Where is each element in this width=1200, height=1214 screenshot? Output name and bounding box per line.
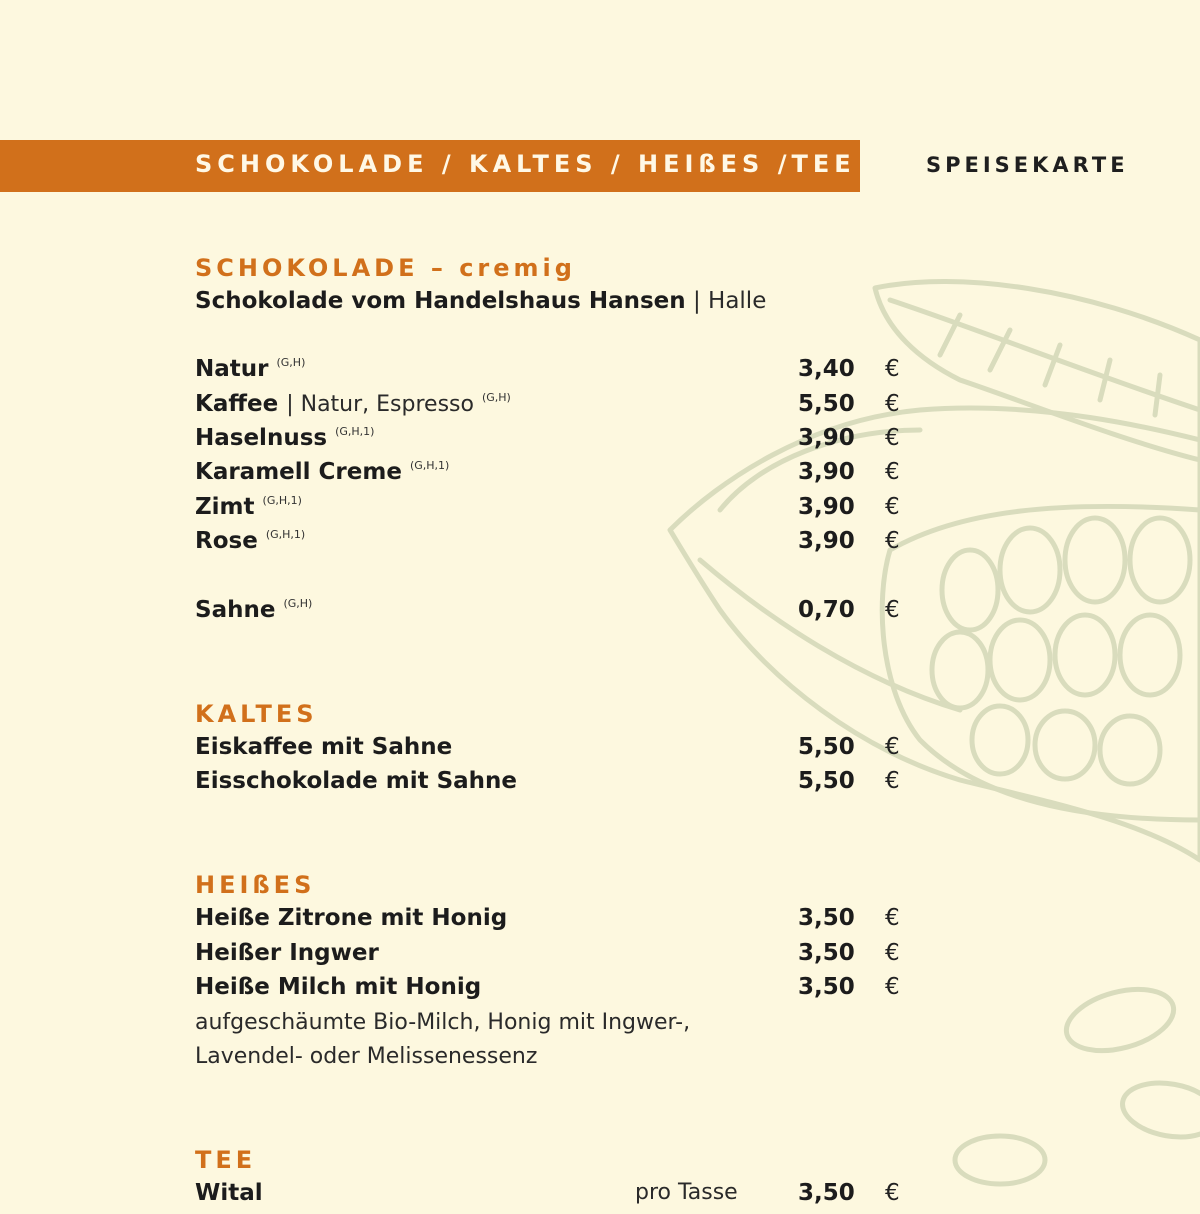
menu-item: [195, 597, 915, 631]
item-price: 3,50: [798, 905, 855, 931]
item-price: 3,50: [798, 974, 855, 1000]
item-name: Heiße Milch mit Honig: [195, 974, 482, 1000]
item-description-line: Lavendel- oder Melissenessenz: [195, 1044, 538, 1069]
item-name: Karamell Creme: [195, 459, 402, 485]
item-price: 3,90: [798, 528, 855, 554]
item-currency: €: [885, 734, 900, 760]
item-name: Kaffee: [195, 391, 279, 417]
item-allergens: (G,H): [276, 356, 306, 369]
section-title-schokolade: SCHOKOLADE – cremig: [195, 254, 576, 282]
item-allergens: (G,H,1): [409, 459, 450, 472]
item-price: 5,50: [798, 734, 855, 760]
item-allergens: (G,H,1): [265, 528, 306, 541]
item-allergens: (G,H): [481, 391, 511, 404]
menu-item: [195, 391, 915, 425]
item-price: 5,50: [798, 391, 855, 417]
item-allergens: (G,H,1): [262, 494, 302, 507]
item-price: 3,90: [798, 494, 855, 520]
menu-item: [195, 940, 915, 974]
item-allergens: (G,H): [283, 597, 313, 610]
menu-item: [195, 528, 915, 562]
item-currency: €: [885, 940, 900, 966]
item-currency: €: [885, 425, 900, 451]
item-currency: €: [885, 905, 900, 931]
item-name: Natur: [195, 356, 269, 382]
item-unit: pro Tasse: [635, 1180, 738, 1205]
item-name: Sahne: [195, 597, 276, 623]
item-name: Wital: [195, 1180, 263, 1206]
item-name: Rose: [195, 528, 258, 554]
item-currency: €: [885, 768, 900, 794]
item-name: Heißer Ingwer: [195, 940, 379, 966]
item-price: 3,50: [798, 940, 855, 966]
section-title-heisses: HEIßES: [195, 871, 316, 899]
item-currency: €: [885, 974, 900, 1000]
menu-item: [195, 1180, 915, 1214]
schokolade-subtitle: [195, 288, 766, 314]
item-price: 5,50: [798, 768, 855, 794]
section-title-kaltes: KALTES: [195, 700, 318, 728]
item-price: 3,50: [798, 1180, 855, 1206]
item-price: 3,90: [798, 425, 855, 451]
item-price: 3,40: [798, 356, 855, 382]
menu-item: [195, 734, 915, 768]
menu-item: [195, 768, 915, 802]
item-name: Zimt: [195, 494, 255, 520]
item-price: 0,70: [798, 597, 855, 623]
item-allergens: (G,H,1): [335, 425, 375, 438]
menu-item: [195, 459, 915, 493]
menu-item: [195, 356, 915, 390]
banner-title: SCHOKOLADE / KALTES / HEIßES /TEE: [195, 150, 856, 178]
item-name: Heiße Zitrone mit Honig: [195, 905, 508, 931]
item-currency: €: [885, 391, 900, 417]
menu-item: [195, 974, 915, 1008]
item-name: Eiskaffee mit Sahne: [195, 734, 453, 760]
item-price: 3,90: [798, 459, 855, 485]
item-currency: €: [885, 459, 900, 485]
item-currency: €: [885, 356, 900, 382]
item-name: Haselnuss: [195, 425, 328, 451]
subtitle-bold: Schokolade vom Handelshaus Hansen: [195, 288, 686, 314]
item-currency: €: [885, 528, 900, 554]
item-detail: | Natur, Espresso: [286, 392, 474, 417]
menu-item: [195, 905, 915, 939]
item-currency: €: [885, 597, 900, 623]
menu-item: [195, 494, 915, 528]
subtitle-light: | Halle: [692, 288, 767, 314]
item-currency: €: [885, 1180, 900, 1206]
item-description-line: aufgeschäumte Bio-Milch, Honig mit Ingwer-,: [195, 1010, 691, 1035]
item-name: Eisschokolade mit Sahne: [195, 768, 518, 794]
menu-item: [195, 425, 915, 459]
item-currency: €: [885, 494, 900, 520]
menu-label: SPEISEKARTE: [926, 153, 1129, 177]
section-title-tee: TEE: [195, 1146, 257, 1174]
